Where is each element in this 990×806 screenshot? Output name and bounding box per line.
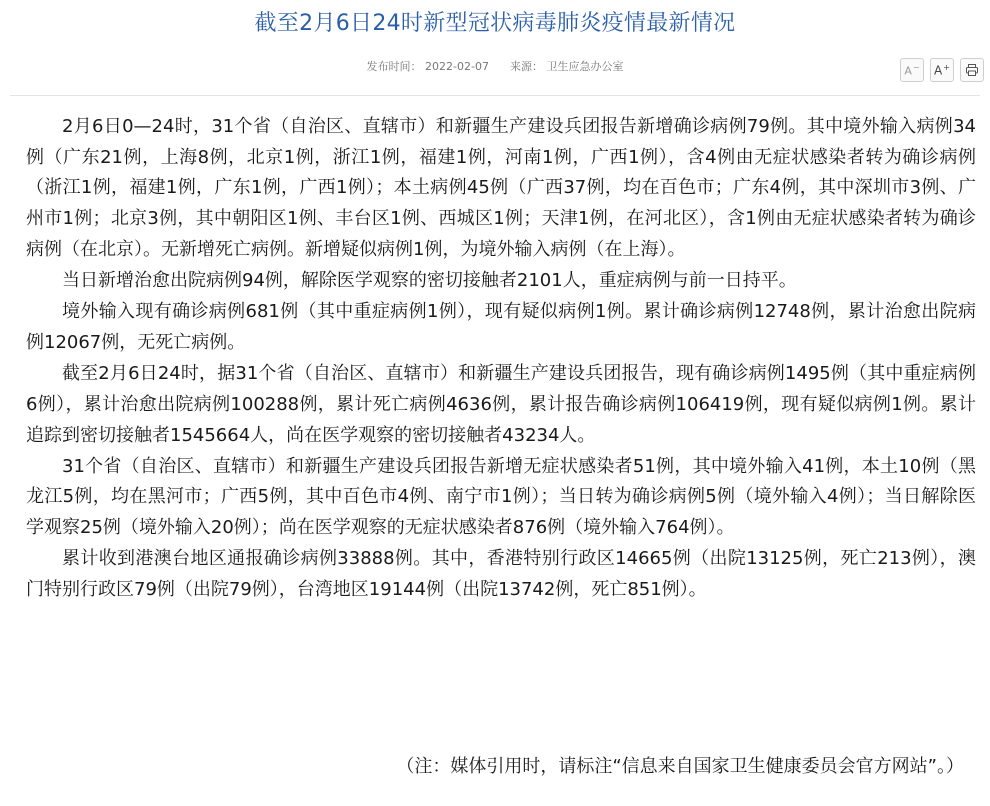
paragraph-new-cases: 2月6日0—24时，31个省（自治区、直辖市）和新疆生产建设兵团报告新增确诊病例79例。其中境外输入病例34例（广东21例，上海8例，北京1例，浙江1例，福建1例，河南1例，广西1例），含4例由无症状感染者转为确诊病例（浙江1例，福建1例，广东1例，广西1例）；本土病例45例（广西37例，均在百色市；广东4例，其中深圳市3例、广州市1例；北京3例，其中朝阳区1例、丰台区1例、西城区1例；天津1例，在河北区），含1例由无症状感染者转为确诊病例（在北京）。无新增死亡病例。新增疑似病例1例，为境外输入病例（在上海）。	[26, 116, 976, 260]
published-label: 发布时间：	[366, 60, 422, 73]
source-value: 卫生应急办公室	[546, 60, 624, 73]
font-decrease-label: A	[904, 64, 912, 78]
article-toolbar	[900, 58, 984, 82]
header-divider	[10, 95, 980, 96]
paragraph-imported: 境外输入现有确诊病例681例（其中重症病例1例），现有疑似病例1例。累计确诊病例12748例，累计治愈出院病例12067例，无死亡病例。	[26, 301, 976, 353]
article-title: 截至2月6日24时新型冠状病毒肺炎疫情最新情况	[254, 11, 736, 36]
printer-icon	[965, 63, 979, 77]
paragraph-hk-macao-taiwan: 累计收到港澳台地区通报确诊病例33888例。其中，香港特别行政区14665例（出院13125例，死亡213例），澳门特别行政区79例（出院79例），台湾地区19144例（出院13742例，死亡851例）。	[26, 548, 976, 601]
source-label: 来源：	[509, 60, 543, 73]
paragraph-asymptomatic: 31个省（自治区、直辖市）和新疆生产建设兵团报告新增无症状感染者51例，其中境外输入41例，本土10例（黑龙江5例，均在黑河市；广西5例，其中百色市4例、南宁市1例）；当日转为确诊病例5例（境外输入4例）；当日解除医学观察25例（境外输入20例）；尚在医学观察的无症状感染者876例（境外输入764例）。	[26, 455, 976, 539]
article-body	[26, 112, 976, 606]
plus-icon: +	[943, 62, 950, 72]
print-button[interactable]	[960, 58, 984, 82]
media-citation-note: （注：媒体引用时，请标注“信息来自国家卫生健康委员会官方网站”。）	[396, 756, 964, 777]
article-meta	[0, 58, 990, 76]
font-increase-label: A	[934, 63, 943, 78]
font-decrease-button[interactable]	[900, 58, 924, 82]
paragraph-cumulative: 截至2月6日24时，据31个省（自治区、直辖市）和新疆生产建设兵团报告，现有确诊病例1495例（其中重症病例6例），累计治愈出院病例100288例，累计死亡病例4636例，累计报告确诊病例106419例，现有疑似病例1例。累计追踪到密切接触者1545664人，尚在医学观察的密切接触者43234人。	[26, 363, 976, 446]
paragraph-recoveries: 当日新增治愈出院病例94例，解除医学观察的密切接触者2101人，重症病例与前一日持平。	[62, 270, 797, 292]
font-increase-icon	[934, 63, 950, 78]
minus-icon: −	[912, 62, 920, 72]
published-date: 2022-02-07	[425, 60, 489, 73]
font-increase-button[interactable]	[930, 58, 954, 82]
font-decrease-icon	[904, 63, 919, 78]
